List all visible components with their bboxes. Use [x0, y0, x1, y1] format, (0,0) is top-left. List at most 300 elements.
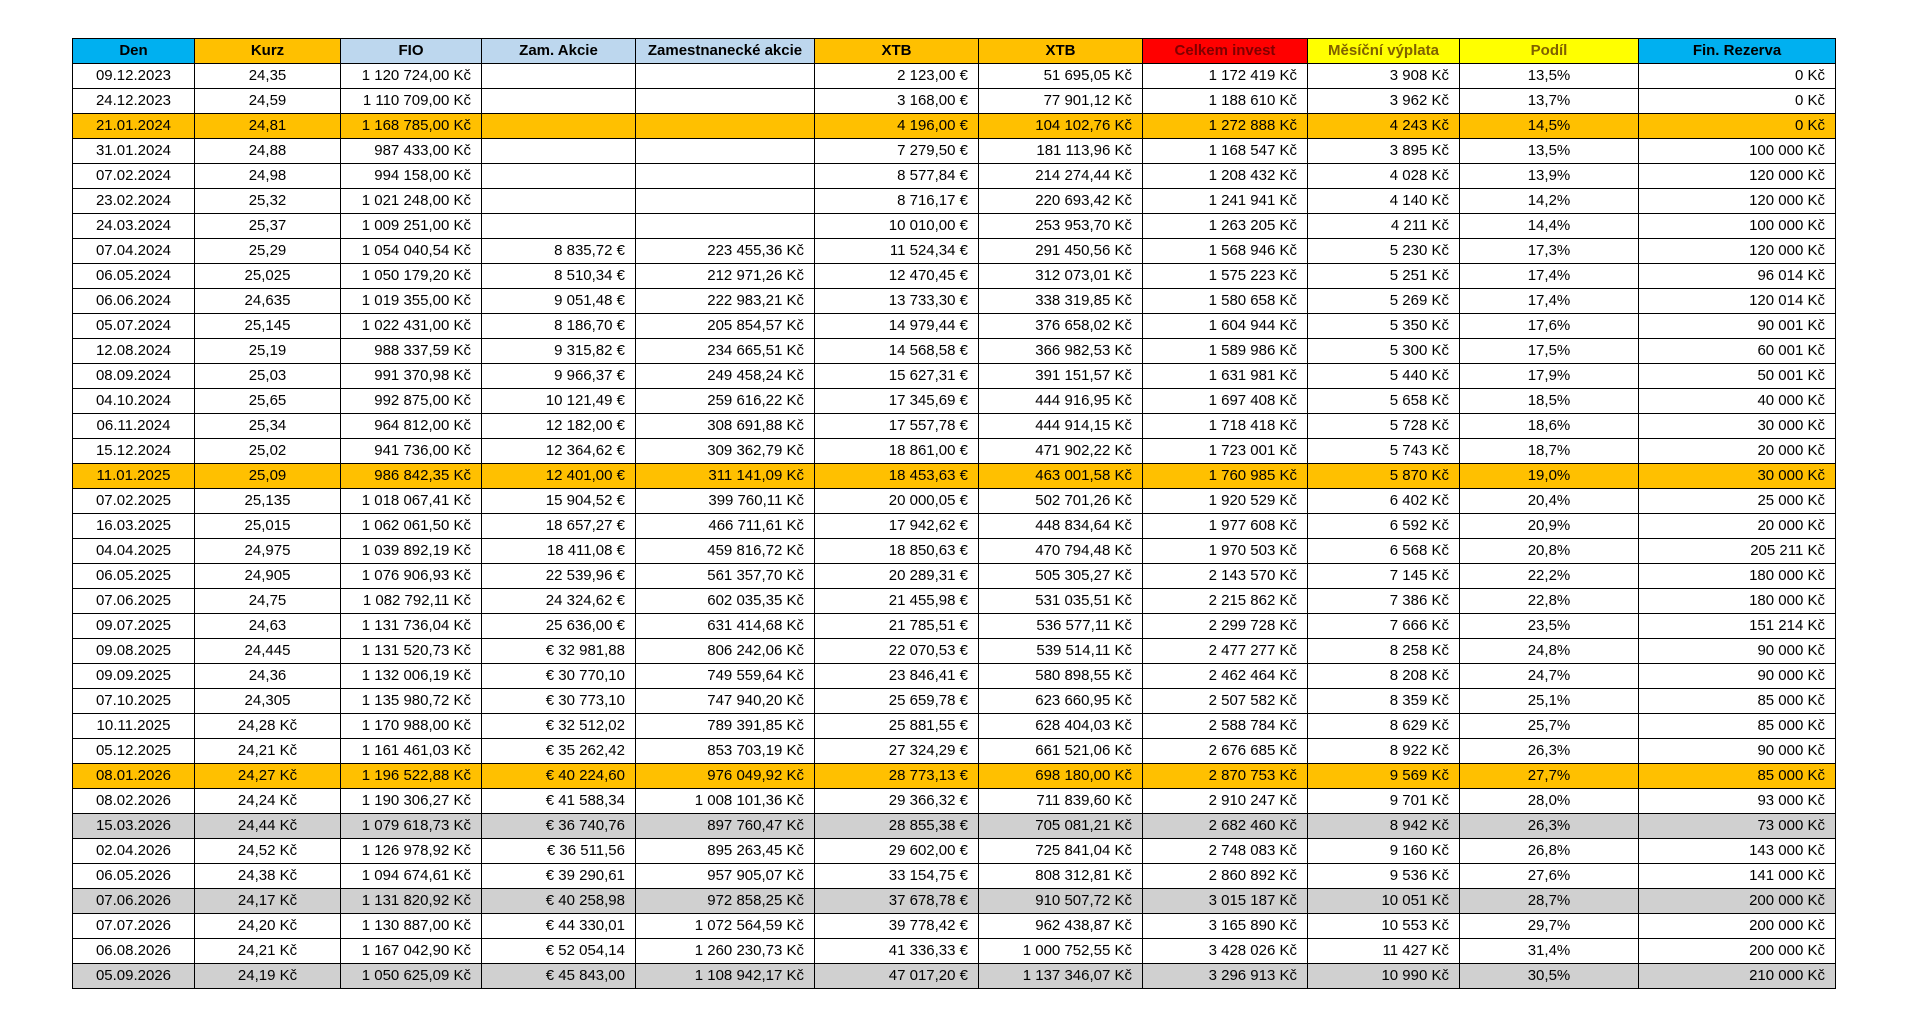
header-kurz[interactable]: Kurz	[195, 39, 341, 64]
cell-mesicni-vyplata[interactable]: 5 870 Kč	[1308, 464, 1460, 489]
cell-podil[interactable]: 19,0%	[1460, 464, 1639, 489]
cell-zamestnanecke-akcie[interactable]: 561 357,70 Kč	[636, 564, 815, 589]
cell-xtb-czk[interactable]: 1 137 346,07 Kč	[979, 964, 1143, 989]
cell-zamestnanecke-akcie[interactable]: 222 983,21 Kč	[636, 289, 815, 314]
cell-kurz[interactable]: 24,27 Kč	[195, 764, 341, 789]
cell-zamestnanecke-akcie[interactable]: 1 108 942,17 Kč	[636, 964, 815, 989]
cell-fio[interactable]: 1 022 431,00 Kč	[341, 314, 482, 339]
cell-celkem-invest[interactable]: 2 143 570 Kč	[1143, 564, 1308, 589]
cell-fin-rezerva[interactable]: 180 000 Kč	[1639, 564, 1836, 589]
cell-xtb-czk[interactable]: 338 319,85 Kč	[979, 289, 1143, 314]
cell-podil[interactable]: 17,5%	[1460, 339, 1639, 364]
cell-mesicni-vyplata[interactable]: 9 536 Kč	[1308, 864, 1460, 889]
cell-kurz[interactable]: 25,65	[195, 389, 341, 414]
cell-fin-rezerva[interactable]: 100 000 Kč	[1639, 139, 1836, 164]
cell-fio[interactable]: 1 054 040,54 Kč	[341, 239, 482, 264]
cell-podil[interactable]: 17,9%	[1460, 364, 1639, 389]
cell-den[interactable]: 07.06.2026	[73, 889, 195, 914]
cell-kurz[interactable]: 24,20 Kč	[195, 914, 341, 939]
cell-xtb-eur[interactable]: 25 659,78 €	[815, 689, 979, 714]
cell-zam-akcie[interactable]	[482, 139, 636, 164]
cell-podil[interactable]: 24,7%	[1460, 664, 1639, 689]
cell-kurz[interactable]: 25,37	[195, 214, 341, 239]
cell-xtb-eur[interactable]: 7 279,50 €	[815, 139, 979, 164]
cell-fin-rezerva[interactable]: 85 000 Kč	[1639, 714, 1836, 739]
cell-fio[interactable]: 1 131 736,04 Kč	[341, 614, 482, 639]
cell-fin-rezerva[interactable]: 30 000 Kč	[1639, 414, 1836, 439]
cell-kurz[interactable]: 24,21 Kč	[195, 739, 341, 764]
cell-fin-rezerva[interactable]: 200 000 Kč	[1639, 889, 1836, 914]
cell-fin-rezerva[interactable]: 120 000 Kč	[1639, 164, 1836, 189]
cell-den[interactable]: 04.10.2024	[73, 389, 195, 414]
cell-xtb-czk[interactable]: 725 841,04 Kč	[979, 839, 1143, 864]
cell-fin-rezerva[interactable]: 20 000 Kč	[1639, 439, 1836, 464]
cell-celkem-invest[interactable]: 1 241 941 Kč	[1143, 189, 1308, 214]
cell-den[interactable]: 07.02.2025	[73, 489, 195, 514]
cell-zamestnanecke-akcie[interactable]	[636, 114, 815, 139]
cell-celkem-invest[interactable]: 3 296 913 Kč	[1143, 964, 1308, 989]
cell-podil[interactable]: 25,1%	[1460, 689, 1639, 714]
cell-xtb-czk[interactable]: 531 035,51 Kč	[979, 589, 1143, 614]
cell-kurz[interactable]: 24,305	[195, 689, 341, 714]
cell-celkem-invest[interactable]: 1 580 658 Kč	[1143, 289, 1308, 314]
cell-xtb-czk[interactable]: 448 834,64 Kč	[979, 514, 1143, 539]
cell-zam-akcie[interactable]: € 36 511,56	[482, 839, 636, 864]
cell-xtb-czk[interactable]: 711 839,60 Kč	[979, 789, 1143, 814]
cell-podil[interactable]: 14,5%	[1460, 114, 1639, 139]
cell-zam-akcie[interactable]: 12 364,62 €	[482, 439, 636, 464]
cell-den[interactable]: 06.11.2024	[73, 414, 195, 439]
cell-zamestnanecke-akcie[interactable]: 957 905,07 Kč	[636, 864, 815, 889]
cell-xtb-eur[interactable]: 17 557,78 €	[815, 414, 979, 439]
cell-fin-rezerva[interactable]: 30 000 Kč	[1639, 464, 1836, 489]
cell-den[interactable]: 07.04.2024	[73, 239, 195, 264]
cell-fio[interactable]: 1 050 179,20 Kč	[341, 264, 482, 289]
cell-zam-akcie[interactable]: 15 904,52 €	[482, 489, 636, 514]
cell-mesicni-vyplata[interactable]: 8 942 Kč	[1308, 814, 1460, 839]
cell-xtb-eur[interactable]: 33 154,75 €	[815, 864, 979, 889]
cell-kurz[interactable]: 24,445	[195, 639, 341, 664]
cell-zam-akcie[interactable]: 22 539,96 €	[482, 564, 636, 589]
cell-zam-akcie[interactable]: € 32 981,88	[482, 639, 636, 664]
cell-zam-akcie[interactable]: 18 411,08 €	[482, 539, 636, 564]
cell-den[interactable]: 06.05.2025	[73, 564, 195, 589]
cell-zam-akcie[interactable]	[482, 189, 636, 214]
cell-fin-rezerva[interactable]: 120 000 Kč	[1639, 189, 1836, 214]
cell-podil[interactable]: 28,7%	[1460, 889, 1639, 914]
cell-podil[interactable]: 14,4%	[1460, 214, 1639, 239]
cell-xtb-czk[interactable]: 214 274,44 Kč	[979, 164, 1143, 189]
cell-xtb-eur[interactable]: 18 453,63 €	[815, 464, 979, 489]
cell-kurz[interactable]: 24,28 Kč	[195, 714, 341, 739]
cell-fio[interactable]: 1 110 709,00 Kč	[341, 89, 482, 114]
cell-kurz[interactable]: 24,24 Kč	[195, 789, 341, 814]
cell-zam-akcie[interactable]	[482, 214, 636, 239]
cell-fio[interactable]: 1 135 980,72 Kč	[341, 689, 482, 714]
cell-xtb-czk[interactable]: 181 113,96 Kč	[979, 139, 1143, 164]
cell-den[interactable]: 06.06.2024	[73, 289, 195, 314]
cell-xtb-czk[interactable]: 910 507,72 Kč	[979, 889, 1143, 914]
cell-podil[interactable]: 13,9%	[1460, 164, 1639, 189]
cell-den[interactable]: 04.04.2025	[73, 539, 195, 564]
cell-mesicni-vyplata[interactable]: 8 208 Kč	[1308, 664, 1460, 689]
cell-xtb-eur[interactable]: 14 979,44 €	[815, 314, 979, 339]
cell-kurz[interactable]: 24,17 Kč	[195, 889, 341, 914]
cell-zam-akcie[interactable]: 12 401,00 €	[482, 464, 636, 489]
cell-kurz[interactable]: 24,905	[195, 564, 341, 589]
cell-zamestnanecke-akcie[interactable]	[636, 189, 815, 214]
cell-celkem-invest[interactable]: 2 682 460 Kč	[1143, 814, 1308, 839]
cell-den[interactable]: 05.07.2024	[73, 314, 195, 339]
cell-mesicni-vyplata[interactable]: 10 553 Kč	[1308, 914, 1460, 939]
cell-podil[interactable]: 28,0%	[1460, 789, 1639, 814]
cell-kurz[interactable]: 24,75	[195, 589, 341, 614]
cell-fin-rezerva[interactable]: 85 000 Kč	[1639, 764, 1836, 789]
cell-fio[interactable]: 941 736,00 Kč	[341, 439, 482, 464]
cell-fin-rezerva[interactable]: 25 000 Kč	[1639, 489, 1836, 514]
cell-xtb-czk[interactable]: 391 151,57 Kč	[979, 364, 1143, 389]
cell-den[interactable]: 24.03.2024	[73, 214, 195, 239]
cell-kurz[interactable]: 24,98	[195, 164, 341, 189]
cell-zam-akcie[interactable]: 12 182,00 €	[482, 414, 636, 439]
cell-xtb-czk[interactable]: 505 305,27 Kč	[979, 564, 1143, 589]
cell-kurz[interactable]: 25,32	[195, 189, 341, 214]
cell-kurz[interactable]: 24,59	[195, 89, 341, 114]
cell-mesicni-vyplata[interactable]: 11 427 Kč	[1308, 939, 1460, 964]
cell-mesicni-vyplata[interactable]: 9 160 Kč	[1308, 839, 1460, 864]
cell-den[interactable]: 15.03.2026	[73, 814, 195, 839]
cell-fin-rezerva[interactable]: 120 014 Kč	[1639, 289, 1836, 314]
cell-xtb-eur[interactable]: 20 289,31 €	[815, 564, 979, 589]
cell-fin-rezerva[interactable]: 205 211 Kč	[1639, 539, 1836, 564]
cell-xtb-eur[interactable]: 47 017,20 €	[815, 964, 979, 989]
cell-den[interactable]: 09.07.2025	[73, 614, 195, 639]
cell-mesicni-vyplata[interactable]: 5 440 Kč	[1308, 364, 1460, 389]
cell-fin-rezerva[interactable]: 90 000 Kč	[1639, 739, 1836, 764]
cell-podil[interactable]: 18,5%	[1460, 389, 1639, 414]
cell-fio[interactable]: 1 094 674,61 Kč	[341, 864, 482, 889]
cell-zamestnanecke-akcie[interactable]	[636, 139, 815, 164]
cell-den[interactable]: 07.06.2025	[73, 589, 195, 614]
cell-kurz[interactable]: 25,29	[195, 239, 341, 264]
cell-fin-rezerva[interactable]: 141 000 Kč	[1639, 864, 1836, 889]
cell-zam-akcie[interactable]	[482, 164, 636, 189]
cell-zamestnanecke-akcie[interactable]: 223 455,36 Kč	[636, 239, 815, 264]
cell-zamestnanecke-akcie[interactable]: 976 049,92 Kč	[636, 764, 815, 789]
cell-den[interactable]: 09.08.2025	[73, 639, 195, 664]
cell-kurz[interactable]: 25,025	[195, 264, 341, 289]
header-zam-akcie[interactable]: Zam. Akcie	[482, 39, 636, 64]
cell-fio[interactable]: 1 079 618,73 Kč	[341, 814, 482, 839]
cell-fio[interactable]: 1 120 724,00 Kč	[341, 64, 482, 89]
cell-fio[interactable]: 1 131 520,73 Kč	[341, 639, 482, 664]
cell-fio[interactable]: 964 812,00 Kč	[341, 414, 482, 439]
cell-podil[interactable]: 26,3%	[1460, 739, 1639, 764]
cell-xtb-eur[interactable]: 22 070,53 €	[815, 639, 979, 664]
cell-fin-rezerva[interactable]: 90 001 Kč	[1639, 314, 1836, 339]
cell-xtb-eur[interactable]: 8 716,17 €	[815, 189, 979, 214]
cell-zamestnanecke-akcie[interactable]: 749 559,64 Kč	[636, 664, 815, 689]
cell-xtb-czk[interactable]: 471 902,22 Kč	[979, 439, 1143, 464]
cell-xtb-eur[interactable]: 13 733,30 €	[815, 289, 979, 314]
cell-zamestnanecke-akcie[interactable]: 308 691,88 Kč	[636, 414, 815, 439]
cell-celkem-invest[interactable]: 1 188 610 Kč	[1143, 89, 1308, 114]
cell-podil[interactable]: 22,8%	[1460, 589, 1639, 614]
cell-mesicni-vyplata[interactable]: 5 251 Kč	[1308, 264, 1460, 289]
cell-xtb-eur[interactable]: 18 861,00 €	[815, 439, 979, 464]
cell-den[interactable]: 11.01.2025	[73, 464, 195, 489]
cell-xtb-eur[interactable]: 3 168,00 €	[815, 89, 979, 114]
cell-fin-rezerva[interactable]: 0 Kč	[1639, 89, 1836, 114]
cell-fio[interactable]: 1 170 988,00 Kč	[341, 714, 482, 739]
cell-den[interactable]: 08.02.2026	[73, 789, 195, 814]
cell-xtb-czk[interactable]: 312 073,01 Kč	[979, 264, 1143, 289]
cell-kurz[interactable]: 25,135	[195, 489, 341, 514]
cell-zam-akcie[interactable]: € 40 224,60	[482, 764, 636, 789]
cell-xtb-eur[interactable]: 2 123,00 €	[815, 64, 979, 89]
cell-fio[interactable]: 1 168 785,00 Kč	[341, 114, 482, 139]
cell-zam-akcie[interactable]	[482, 89, 636, 114]
cell-kurz[interactable]: 24,63	[195, 614, 341, 639]
cell-fio[interactable]: 987 433,00 Kč	[341, 139, 482, 164]
header-xtb-czk[interactable]: XTB	[979, 39, 1143, 64]
cell-zamestnanecke-akcie[interactable]	[636, 64, 815, 89]
cell-podil[interactable]: 17,6%	[1460, 314, 1639, 339]
cell-celkem-invest[interactable]: 1 589 986 Kč	[1143, 339, 1308, 364]
cell-xtb-eur[interactable]: 25 881,55 €	[815, 714, 979, 739]
cell-podil[interactable]: 13,7%	[1460, 89, 1639, 114]
cell-celkem-invest[interactable]: 2 748 083 Kč	[1143, 839, 1308, 864]
cell-celkem-invest[interactable]: 1 760 985 Kč	[1143, 464, 1308, 489]
cell-xtb-eur[interactable]: 27 324,29 €	[815, 739, 979, 764]
cell-den[interactable]: 24.12.2023	[73, 89, 195, 114]
cell-zam-akcie[interactable]: € 39 290,61	[482, 864, 636, 889]
cell-zamestnanecke-akcie[interactable]: 205 854,57 Kč	[636, 314, 815, 339]
cell-podil[interactable]: 17,4%	[1460, 264, 1639, 289]
cell-xtb-eur[interactable]: 39 778,42 €	[815, 914, 979, 939]
cell-fin-rezerva[interactable]: 20 000 Kč	[1639, 514, 1836, 539]
cell-mesicni-vyplata[interactable]: 6 568 Kč	[1308, 539, 1460, 564]
cell-mesicni-vyplata[interactable]: 5 269 Kč	[1308, 289, 1460, 314]
cell-xtb-czk[interactable]: 463 001,58 Kč	[979, 464, 1143, 489]
cell-kurz[interactable]: 24,21 Kč	[195, 939, 341, 964]
header-den[interactable]: Den	[73, 39, 195, 64]
cell-zamestnanecke-akcie[interactable]: 309 362,79 Kč	[636, 439, 815, 464]
cell-mesicni-vyplata[interactable]: 10 990 Kč	[1308, 964, 1460, 989]
cell-fin-rezerva[interactable]: 60 001 Kč	[1639, 339, 1836, 364]
cell-xtb-czk[interactable]: 291 450,56 Kč	[979, 239, 1143, 264]
cell-xtb-eur[interactable]: 12 470,45 €	[815, 264, 979, 289]
cell-zam-akcie[interactable]: € 36 740,76	[482, 814, 636, 839]
cell-zam-akcie[interactable]: 24 324,62 €	[482, 589, 636, 614]
cell-zamestnanecke-akcie[interactable]	[636, 214, 815, 239]
cell-zamestnanecke-akcie[interactable]: 747 940,20 Kč	[636, 689, 815, 714]
cell-fin-rezerva[interactable]: 0 Kč	[1639, 64, 1836, 89]
cell-podil[interactable]: 23,5%	[1460, 614, 1639, 639]
cell-den[interactable]: 02.04.2026	[73, 839, 195, 864]
cell-xtb-eur[interactable]: 23 846,41 €	[815, 664, 979, 689]
cell-kurz[interactable]: 24,19 Kč	[195, 964, 341, 989]
cell-den[interactable]: 12.08.2024	[73, 339, 195, 364]
cell-kurz[interactable]: 24,35	[195, 64, 341, 89]
cell-podil[interactable]: 17,3%	[1460, 239, 1639, 264]
cell-zam-akcie[interactable]	[482, 114, 636, 139]
header-fin-rezerva[interactable]: Fin. Rezerva	[1639, 39, 1836, 64]
cell-fio[interactable]: 1 009 251,00 Kč	[341, 214, 482, 239]
cell-xtb-czk[interactable]: 698 180,00 Kč	[979, 764, 1143, 789]
cell-fio[interactable]: 1 196 522,88 Kč	[341, 764, 482, 789]
cell-zamestnanecke-akcie[interactable]: 602 035,35 Kč	[636, 589, 815, 614]
cell-fio[interactable]: 1 050 625,09 Kč	[341, 964, 482, 989]
cell-zamestnanecke-akcie[interactable]: 1 008 101,36 Kč	[636, 789, 815, 814]
cell-podil[interactable]: 30,5%	[1460, 964, 1639, 989]
cell-den[interactable]: 16.03.2025	[73, 514, 195, 539]
cell-celkem-invest[interactable]: 2 910 247 Kč	[1143, 789, 1308, 814]
cell-kurz[interactable]: 25,145	[195, 314, 341, 339]
cell-mesicni-vyplata[interactable]: 7 386 Kč	[1308, 589, 1460, 614]
cell-podil[interactable]: 13,5%	[1460, 139, 1639, 164]
cell-mesicni-vyplata[interactable]: 8 258 Kč	[1308, 639, 1460, 664]
cell-xtb-czk[interactable]: 661 521,06 Kč	[979, 739, 1143, 764]
cell-den[interactable]: 09.12.2023	[73, 64, 195, 89]
cell-zamestnanecke-akcie[interactable]: 399 760,11 Kč	[636, 489, 815, 514]
cell-zam-akcie[interactable]: 18 657,27 €	[482, 514, 636, 539]
cell-zamestnanecke-akcie[interactable]: 806 242,06 Kč	[636, 639, 815, 664]
cell-xtb-czk[interactable]: 536 577,11 Kč	[979, 614, 1143, 639]
cell-mesicni-vyplata[interactable]: 3 962 Kč	[1308, 89, 1460, 114]
cell-celkem-invest[interactable]: 1 263 205 Kč	[1143, 214, 1308, 239]
cell-zam-akcie[interactable]: € 45 843,00	[482, 964, 636, 989]
cell-fio[interactable]: 1 021 248,00 Kč	[341, 189, 482, 214]
cell-celkem-invest[interactable]: 1 568 946 Kč	[1143, 239, 1308, 264]
cell-mesicni-vyplata[interactable]: 9 701 Kč	[1308, 789, 1460, 814]
cell-kurz[interactable]: 25,015	[195, 514, 341, 539]
cell-xtb-eur[interactable]: 20 000,05 €	[815, 489, 979, 514]
cell-xtb-eur[interactable]: 4 196,00 €	[815, 114, 979, 139]
cell-mesicni-vyplata[interactable]: 8 359 Kč	[1308, 689, 1460, 714]
cell-fio[interactable]: 1 062 061,50 Kč	[341, 514, 482, 539]
cell-mesicni-vyplata[interactable]: 5 230 Kč	[1308, 239, 1460, 264]
cell-podil[interactable]: 20,4%	[1460, 489, 1639, 514]
cell-den[interactable]: 08.01.2026	[73, 764, 195, 789]
cell-celkem-invest[interactable]: 1 697 408 Kč	[1143, 389, 1308, 414]
cell-xtb-czk[interactable]: 539 514,11 Kč	[979, 639, 1143, 664]
cell-xtb-eur[interactable]: 11 524,34 €	[815, 239, 979, 264]
cell-den[interactable]: 15.12.2024	[73, 439, 195, 464]
cell-fin-rezerva[interactable]: 0 Kč	[1639, 114, 1836, 139]
cell-mesicni-vyplata[interactable]: 5 728 Kč	[1308, 414, 1460, 439]
cell-fin-rezerva[interactable]: 200 000 Kč	[1639, 939, 1836, 964]
cell-zamestnanecke-akcie[interactable]: 895 263,45 Kč	[636, 839, 815, 864]
cell-fin-rezerva[interactable]: 143 000 Kč	[1639, 839, 1836, 864]
cell-podil[interactable]: 27,6%	[1460, 864, 1639, 889]
cell-fio[interactable]: 988 337,59 Kč	[341, 339, 482, 364]
cell-zamestnanecke-akcie[interactable]: 853 703,19 Kč	[636, 739, 815, 764]
cell-xtb-eur[interactable]: 41 336,33 €	[815, 939, 979, 964]
cell-celkem-invest[interactable]: 2 870 753 Kč	[1143, 764, 1308, 789]
cell-podil[interactable]: 18,6%	[1460, 414, 1639, 439]
cell-podil[interactable]: 20,8%	[1460, 539, 1639, 564]
cell-xtb-eur[interactable]: 10 010,00 €	[815, 214, 979, 239]
cell-mesicni-vyplata[interactable]: 8 922 Kč	[1308, 739, 1460, 764]
cell-zamestnanecke-akcie[interactable]: 212 971,26 Kč	[636, 264, 815, 289]
cell-fin-rezerva[interactable]: 151 214 Kč	[1639, 614, 1836, 639]
cell-zam-akcie[interactable]: € 40 258,98	[482, 889, 636, 914]
cell-fio[interactable]: 1 131 820,92 Kč	[341, 889, 482, 914]
cell-celkem-invest[interactable]: 1 208 432 Kč	[1143, 164, 1308, 189]
cell-fio[interactable]: 992 875,00 Kč	[341, 389, 482, 414]
cell-zam-akcie[interactable]: 25 636,00 €	[482, 614, 636, 639]
cell-fio[interactable]: 1 161 461,03 Kč	[341, 739, 482, 764]
cell-kurz[interactable]: 24,36	[195, 664, 341, 689]
cell-kurz[interactable]: 25,09	[195, 464, 341, 489]
header-mesicni-vyplata[interactable]: Měsíční výplata	[1308, 39, 1460, 64]
cell-mesicni-vyplata[interactable]: 7 666 Kč	[1308, 614, 1460, 639]
cell-xtb-eur[interactable]: 29 602,00 €	[815, 839, 979, 864]
cell-zamestnanecke-akcie[interactable]: 311 141,09 Kč	[636, 464, 815, 489]
cell-mesicni-vyplata[interactable]: 5 300 Kč	[1308, 339, 1460, 364]
cell-podil[interactable]: 29,7%	[1460, 914, 1639, 939]
cell-celkem-invest[interactable]: 1 977 608 Kč	[1143, 514, 1308, 539]
cell-fio[interactable]: 1 130 887,00 Kč	[341, 914, 482, 939]
cell-zam-akcie[interactable]: € 30 773,10	[482, 689, 636, 714]
cell-fio[interactable]: 1 190 306,27 Kč	[341, 789, 482, 814]
header-celkem-invest[interactable]: Celkem invest	[1143, 39, 1308, 64]
cell-xtb-czk[interactable]: 104 102,76 Kč	[979, 114, 1143, 139]
cell-fio[interactable]: 1 018 067,41 Kč	[341, 489, 482, 514]
cell-fin-rezerva[interactable]: 120 000 Kč	[1639, 239, 1836, 264]
cell-zam-akcie[interactable]: 8 835,72 €	[482, 239, 636, 264]
cell-fin-rezerva[interactable]: 90 000 Kč	[1639, 639, 1836, 664]
cell-celkem-invest[interactable]: 1 272 888 Kč	[1143, 114, 1308, 139]
cell-mesicni-vyplata[interactable]: 4 211 Kč	[1308, 214, 1460, 239]
cell-zamestnanecke-akcie[interactable]: 972 858,25 Kč	[636, 889, 815, 914]
cell-fio[interactable]: 986 842,35 Kč	[341, 464, 482, 489]
cell-mesicni-vyplata[interactable]: 9 569 Kč	[1308, 764, 1460, 789]
cell-xtb-eur[interactable]: 29 366,32 €	[815, 789, 979, 814]
cell-fio[interactable]: 994 158,00 Kč	[341, 164, 482, 189]
cell-xtb-czk[interactable]: 623 660,95 Kč	[979, 689, 1143, 714]
cell-fio[interactable]: 1 076 906,93 Kč	[341, 564, 482, 589]
cell-celkem-invest[interactable]: 2 507 582 Kč	[1143, 689, 1308, 714]
cell-xtb-czk[interactable]: 470 794,48 Kč	[979, 539, 1143, 564]
cell-zam-akcie[interactable]: € 35 262,42	[482, 739, 636, 764]
cell-zam-akcie[interactable]: € 30 770,10	[482, 664, 636, 689]
cell-podil[interactable]: 26,3%	[1460, 814, 1639, 839]
cell-podil[interactable]: 18,7%	[1460, 439, 1639, 464]
cell-kurz[interactable]: 24,635	[195, 289, 341, 314]
cell-zam-akcie[interactable]	[482, 64, 636, 89]
cell-celkem-invest[interactable]: 1 970 503 Kč	[1143, 539, 1308, 564]
cell-xtb-czk[interactable]: 1 000 752,55 Kč	[979, 939, 1143, 964]
cell-podil[interactable]: 13,5%	[1460, 64, 1639, 89]
cell-celkem-invest[interactable]: 1 631 981 Kč	[1143, 364, 1308, 389]
cell-kurz[interactable]: 24,44 Kč	[195, 814, 341, 839]
cell-zam-akcie[interactable]: € 41 588,34	[482, 789, 636, 814]
cell-zamestnanecke-akcie[interactable]: 459 816,72 Kč	[636, 539, 815, 564]
cell-zamestnanecke-akcie[interactable]: 249 458,24 Kč	[636, 364, 815, 389]
cell-fin-rezerva[interactable]: 40 000 Kč	[1639, 389, 1836, 414]
cell-fio[interactable]: 991 370,98 Kč	[341, 364, 482, 389]
cell-xtb-czk[interactable]: 376 658,02 Kč	[979, 314, 1143, 339]
cell-fin-rezerva[interactable]: 90 000 Kč	[1639, 664, 1836, 689]
cell-den[interactable]: 07.07.2026	[73, 914, 195, 939]
cell-celkem-invest[interactable]: 2 860 892 Kč	[1143, 864, 1308, 889]
cell-podil[interactable]: 25,7%	[1460, 714, 1639, 739]
cell-mesicni-vyplata[interactable]: 5 350 Kč	[1308, 314, 1460, 339]
cell-zam-akcie[interactable]: € 32 512,02	[482, 714, 636, 739]
header-fio[interactable]: FIO	[341, 39, 482, 64]
